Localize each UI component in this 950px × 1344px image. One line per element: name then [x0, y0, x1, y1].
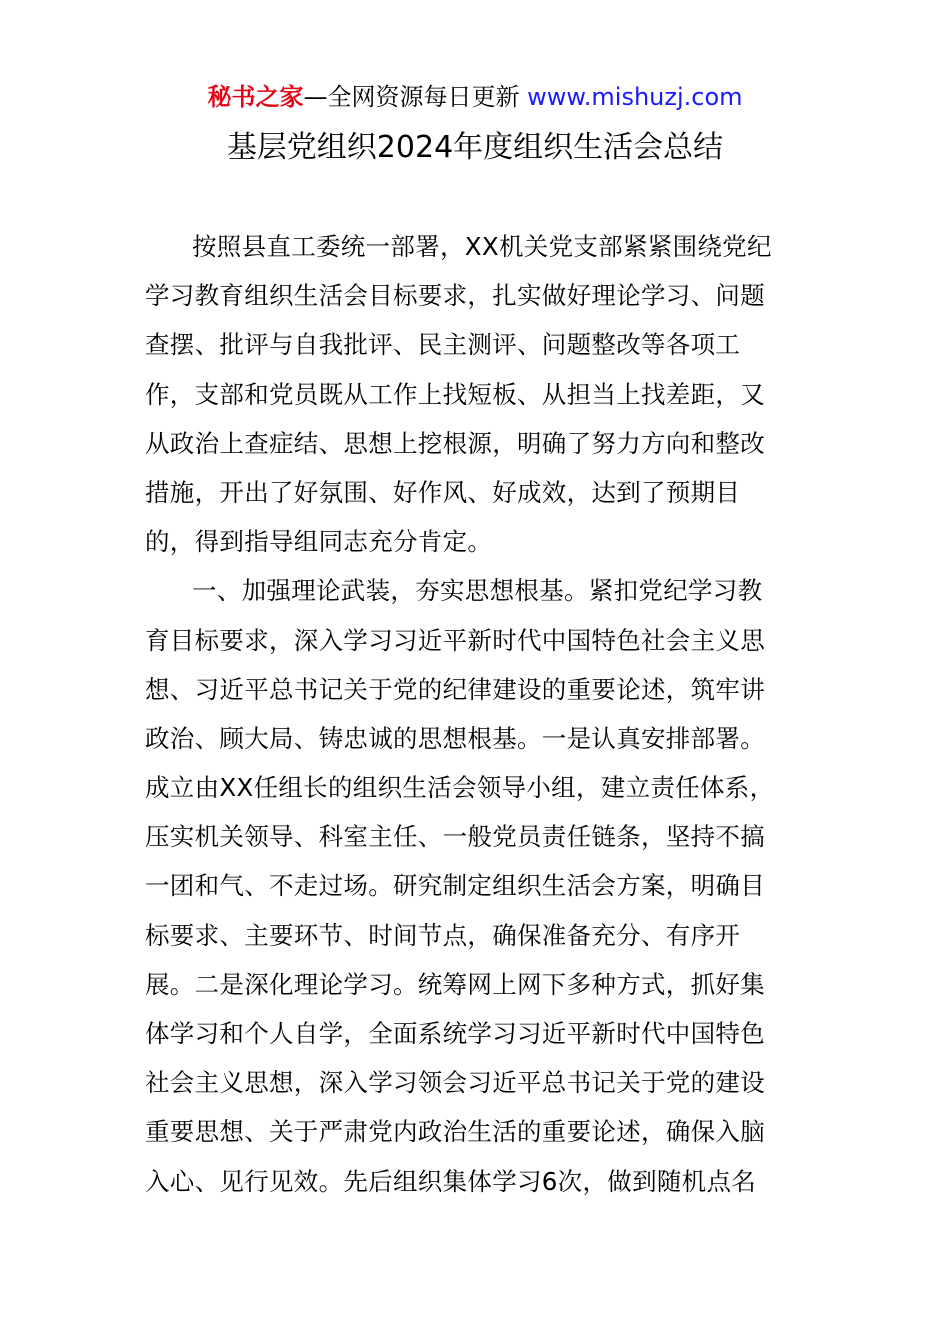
- paragraph-line: 展。二是深化理论学习。统筹网上网下多种方式，抓好集: [145, 969, 765, 999]
- paragraph-line: 政治、顾大局、铸忠诚的思想根基。一是认真安排部署。: [145, 723, 765, 753]
- document-body: [145, 222, 810, 1206]
- paragraph-line: 压实机关领导、科室主任、一般党员责任链条，坚持不搞: [145, 822, 765, 852]
- site-url-link[interactable]: www.mishuzj.com: [527, 83, 743, 111]
- paragraph-line: 入心、见行见效。先后组织集体学习6次，做到随机点名: [145, 1166, 757, 1196]
- paragraph-line: 查摆、批评与自我批评、民主测评、问题整改等各项工: [145, 330, 741, 360]
- paragraph-line: 措施，开出了好氛围、好作风、好成效，达到了预期目: [145, 477, 741, 507]
- paragraph-line: 学习教育组织生活会目标要求，扎实做好理论学习、问题: [145, 281, 765, 311]
- paragraph-line: 重要思想、关于严肃党内政治生活的重要论述，确保入脑: [145, 1117, 765, 1147]
- paragraph-line: 育目标要求，深入学习习近平新时代中国特色社会主义思: [145, 625, 765, 655]
- site-header: [0, 80, 950, 114]
- document-title: 基层党组织2024年度组织生活会总结: [226, 130, 724, 165]
- paragraph-line: 社会主义思想，深入学习领会习近平总书记关于党的建设: [145, 1068, 765, 1098]
- paragraph-line: 成立由XX任组长的组织生活会领导小组，建立责任体系，: [145, 773, 775, 803]
- paragraph-line: 按照县直工委统一部署，XX机关党支部紧紧围绕党纪: [192, 232, 772, 261]
- paragraph-line: 标要求、主要环节、时间节点，确保准备充分、有序开: [145, 920, 741, 950]
- site-brand: 秘书之家: [207, 83, 304, 111]
- paragraph-line: 想、习近平总书记关于党的纪律建设的重要论述，筑牢讲: [145, 674, 765, 704]
- paragraph-line: 的，得到指导组同志充分肯定。: [145, 527, 493, 557]
- site-tagline: —全网资源每日更新: [303, 83, 528, 111]
- paragraph-line: 一团和气、不走过场。研究制定组织生活会方案，明确目: [145, 871, 765, 901]
- paragraph-line: 体学习和个人自学，全面系统学习习近平新时代中国特色: [145, 1019, 765, 1048]
- paragraph-line: 一、加强理论武装，夯实思想根基。紧扣党纪学习教: [192, 576, 763, 606]
- paragraph-line: 作，支部和党员既从工作上找短板、从担当上找差距，又: [145, 379, 765, 409]
- paragraph-line: 从政治上查症结、思想上挖根源，明确了努力方向和整改: [145, 428, 765, 458]
